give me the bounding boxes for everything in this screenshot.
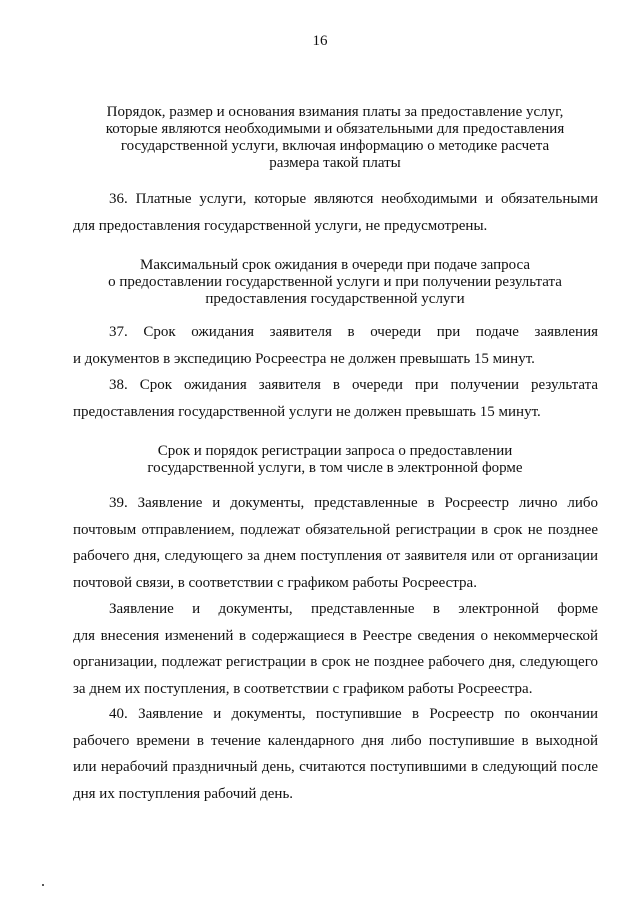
paragraph-39-electronic [73,596,598,702]
paragraph-37 [73,319,598,372]
paragraph-line: рабочего времени в течение календарного дня либо поступившие в выходной [73,732,598,749]
paragraph-line: 37. Срок ожидания заявителя в очереди при подаче заявления [109,324,598,340]
heading-line: Максимальный срок ожидания в очереди при подаче запроса [139,257,531,273]
paragraph-line: Заявление и документы, представленные в электронной форме [109,601,598,617]
paragraph-line: дня их поступления рабочий день. [73,785,294,802]
paragraph-line: за днем их поступления, в соответствии с графиком работы Росреестра. [73,680,533,697]
heading-line: предоставления государственной услуги [205,291,465,307]
paragraph-line: или нерабочий праздничный день, считаются поступившими в следующий после [73,759,598,775]
heading-line: которые являются необходимыми и обязательными для предоставления [105,121,565,137]
paragraph-40 [73,701,598,807]
paragraph-line: для предоставления государственной услуги, не предусмотрены. [73,217,488,234]
paragraph-line: рабочего дня, следующего за днем поступления от заявителя или от организации [73,548,598,564]
section-heading-fees [70,104,600,172]
heading-line: государственной услуги, в том числе в электронной форме [147,460,523,476]
paragraph-line: 38. Срок ожидания заявителя в очереди при получении результата [109,377,598,393]
heading-line: Порядок, размер и основания взимания платы за предоставление услуг, [106,104,564,120]
scan-speck [42,884,44,886]
paragraph-line: предоставления государственной услуги не должен превышать 15 минут. [73,403,541,420]
section-heading-registration [70,443,600,477]
paragraph-line: 39. Заявление и документы, представленные в Росреестр лично либо [109,495,598,511]
heading-line: Срок и порядок регистрации запроса о предоставлении [157,443,513,459]
paragraph-line: и документов в экспедицию Росреестра не должен превышать 15 минут. [73,350,535,367]
paragraph-line: 36. Платные услуги, которые являются необходимыми и обязательными [109,191,598,207]
heading-line: размера такой платы [269,155,401,171]
heading-line: о предоставлении государственной услуги и при получении результата [108,274,562,290]
paragraph-line: для внесения изменений в содержащиеся в Реестре сведения о некоммерческой [73,627,598,644]
heading-line: государственной услуги, включая информацию о методике расчета [120,138,550,154]
paragraph-line: организации, подлежат регистрации в срок не позднее рабочего дня, следующего [73,654,598,670]
paragraph-line: 40. Заявление и документы, поступившие в Росреестр по окончании [109,706,598,722]
paragraph-line: почтовой связи, в соответствии с графиком работы Росреестра. [73,574,477,591]
paragraph-line: почтовым отправлением, подлежат обязательной регистрации в срок не позднее [73,521,598,538]
section-heading-queue-time [70,257,600,308]
paragraph-38 [73,372,598,425]
paragraph-39 [73,490,598,596]
page-number: 16 [312,33,328,49]
paragraph-36 [73,186,598,239]
